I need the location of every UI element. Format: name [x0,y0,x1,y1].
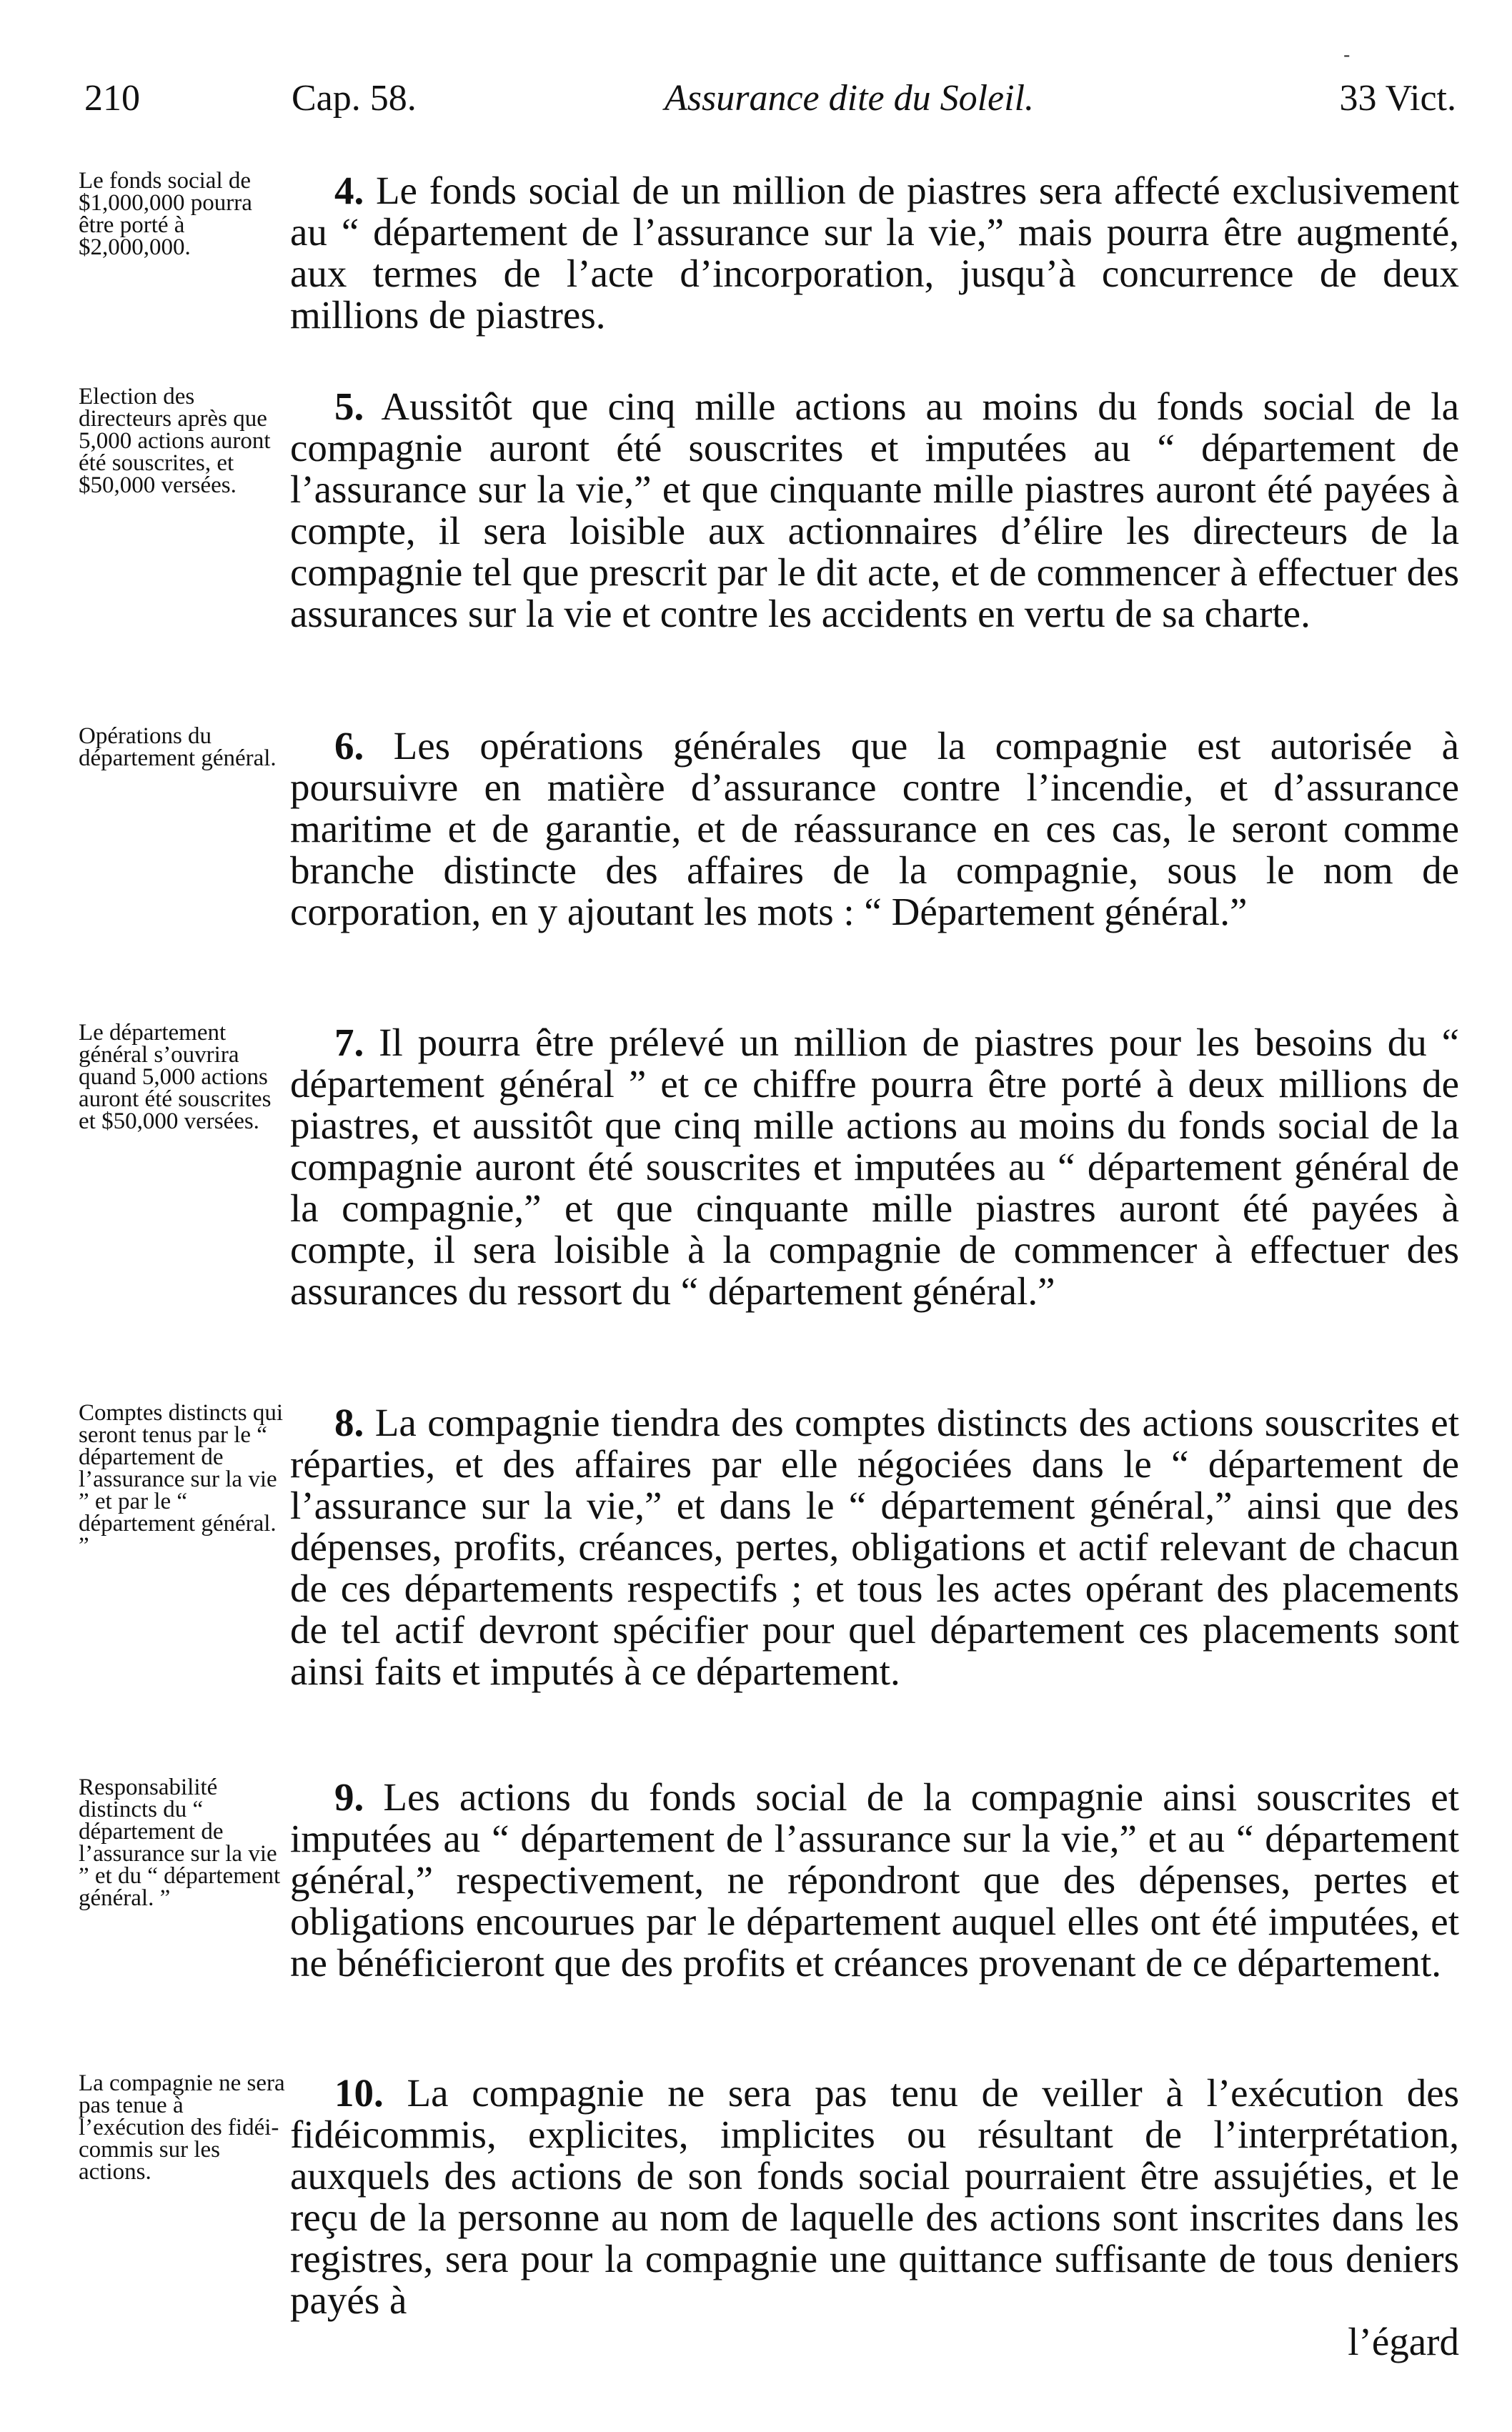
section-text: Le fonds social de un million de piastres sera affecté exclusivement au “ département de l’assurance sur la vie,” mais pourra être augmenté, aux termes de l’acte d’incorporation, jusqu’à concurrence de deux millions de piastres. [290,169,1460,337]
section-number: 10. [334,2071,384,2115]
section-paragraph [290,2073,1459,2363]
page-number: 210 [84,78,140,119]
section-number: 6. [334,724,364,768]
margin-note: Election des directeurs après que 5,000 actions auront été souscrites, et $50,000 versées. [79,384,271,498]
regnal-year: 33 Vict. [1339,78,1456,119]
section-text: Les opérations générales que la compagnie est autorisée à poursuivre en matière d’assurance contre l’incendie, et d’assurance maritime et de garantie, et de réassurance en ces cas, le seront comme branche distincte des affaires de la compagnie, sous le nom de corporation, en y ajoutant les mots : “ Département général.” [290,724,1460,933]
section-text: Il pourra être prélevé un million de piastres pour les besoins du “ département général ” et ce chiffre pourra être porté à deux millions de piastres, et aussitôt que cinq mille actions au moins du fonds social de la compagnie auront été souscrites et imputées au “ département général de la compagnie,” et que cinquante mille piastres auront été payées à compte, il sera loisible à la compagnie de commencer à effectuer des assurances du ressort du “ département général.” [290,1021,1460,1313]
section-text: Aussitôt que cinq mille actions au moins du fonds social de la compagnie auront été souscrites et imputées au “ département de l’assurance sur la vie,” et que cinquante mille piastres auront été payées à compte, il sera loisible aux actionnaires d’élire les directeurs de la compagnie tel que prescrit par le dit acte, et de commencer à effectuer des assurances sur la vie et contre les accidents en vertu de sa charte. [290,384,1459,635]
section-number: 7. [334,1021,364,1064]
section-number: 4. [334,169,364,212]
section-number: 5. [334,384,364,428]
section-text: La compagnie ne sera pas tenu de veiller à l’exécution des fidéicommis, explicites, implicites ou résultant de l’interprétation, auxquels des actions de son fonds social pourraient être assujéties, et le reçu de la personne au nom de laquelle des actions sont inscrites dans les registres, sera pour la compagnie une quittance suffisante de tous deniers payés à [290,2071,1460,2322]
section-text: La compagnie tiendra des comptes distincts des actions souscrites et réparties, et des affaires par elle négociées dans le “ département de l’assurance sur la vie,” et dans le “ département général,” ainsi que des dépenses, profits, créances, pertes, obligations et actif relevant de chacun de ces départements respectifs ; et tous les actes opérant des placements de tel actif devront spécifier pour quel département ces placements sont ainsi faits et imputés à ce département. [290,1401,1459,1693]
running-header [84,77,1456,127]
margin-note: Le fonds social de $1,000,000 pourra être porté à $2,000,000. [79,168,252,260]
chapter-label: Cap. 58. [292,78,417,119]
section-paragraph [290,1022,1459,1312]
margin-note: Le département général s’ouvrira quand 5,000 actions auront été souscrites et $50,000 versées. [79,1020,272,1134]
section-number: 8. [334,1401,364,1444]
margin-note: Comptes distincts qui seront tenus par le “ département de l’assurance sur la vie ” et par le “ département général. ” [79,1400,284,1559]
section-paragraph [290,1402,1459,1692]
section-paragraph [290,170,1459,336]
margin-note: Opérations du département général. [79,723,277,771]
margin-note: La compagnie ne sera pas tenue à l’exécution des fidéi-commis sur les actions. [79,2070,285,2185]
section-number: 9. [334,1775,364,1819]
running-title: Assurance dite du Soleil. [665,78,1035,119]
section-text: Les actions du fonds social de la compagnie ainsi souscrites et imputées au “ département de l’assurance sur la vie,” et au “ département général,” respectivement, ne répondront que des dépenses, pertes et obligations encourues par le département auquel elles ont été imputées, et ne bénéficieront que des profits et créances provenant de ce département. [290,1775,1460,1985]
catchword: l’égard [1348,2320,1459,2363]
page-mark: - [1343,43,1351,66]
section-paragraph [290,1777,1459,1984]
section-paragraph [290,725,1459,933]
section-paragraph [290,386,1459,635]
margin-note: Responsabilité distincts du “ département de l’assurance sur la vie ” et du “ département général. ” [79,1775,281,1911]
